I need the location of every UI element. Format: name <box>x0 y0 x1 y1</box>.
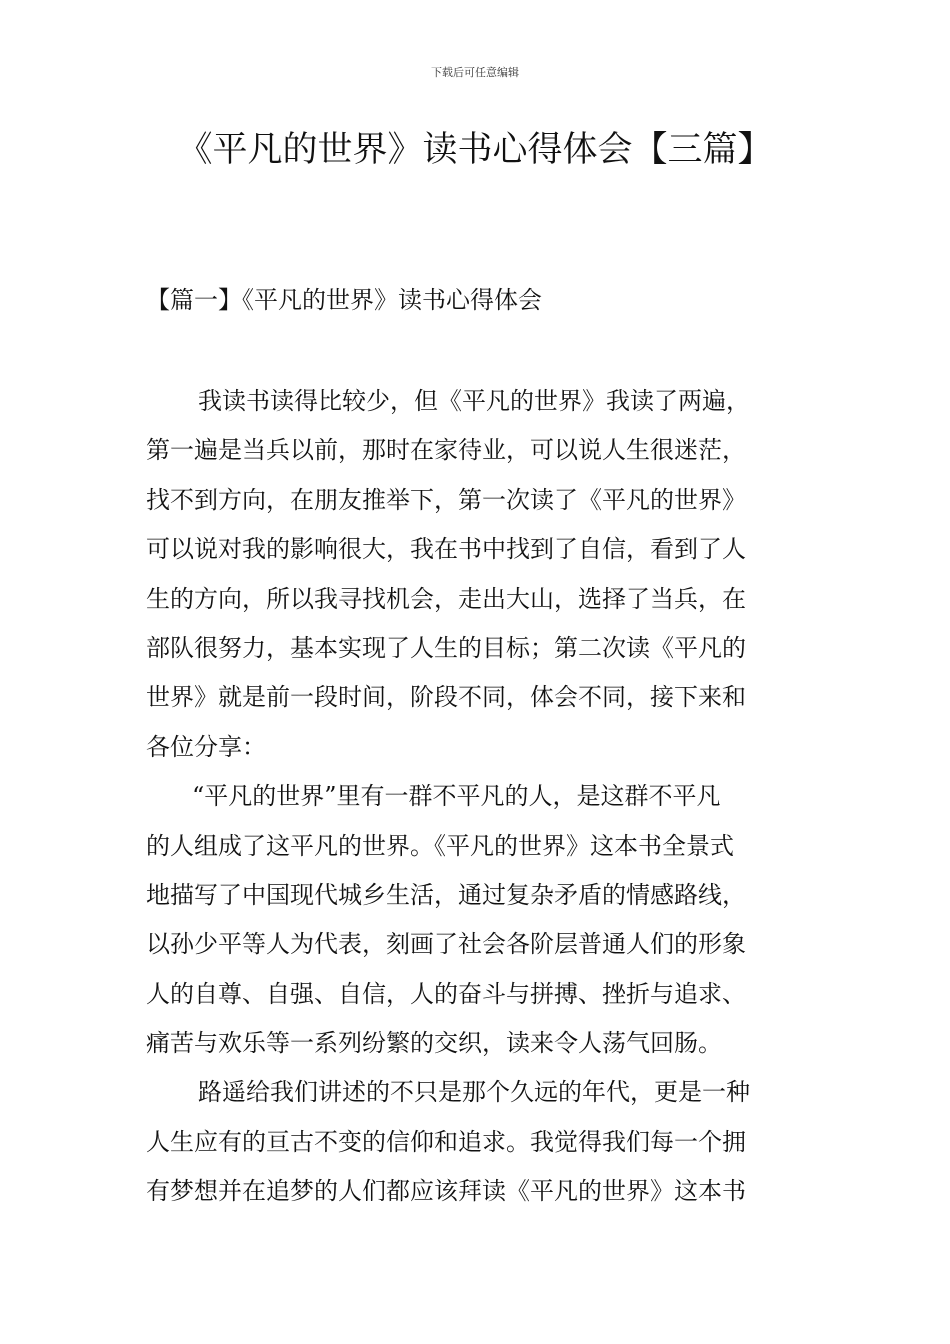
text-line: “平凡的世界”里有一群不平凡的人，是这群不平凡 <box>192 782 721 811</box>
text-line: 生的方向，所以我寻找机会，走出大山，选择了当兵，在 <box>146 584 746 613</box>
header-note: 下载后可任意编辑 <box>431 66 519 79</box>
text-line: 以孙少平等人为代表，刻画了社会各阶层普通人们的形象 <box>146 930 746 959</box>
text-line: 部队很努力，基本实现了人生的目标；第二次读《平凡的 <box>146 633 746 662</box>
document-title: 《平凡的世界》读书心得体会【三篇】 <box>177 130 773 170</box>
text-line: 可以说对我的影响很大，我在书中找到了自信，看到了人 <box>146 535 746 564</box>
text-line: 有梦想并在追梦的人们都应该拜读《平凡的世界》这本书 <box>146 1177 746 1206</box>
text-line: 路遥给我们讲述的不只是那个久远的年代，更是一种 <box>198 1078 750 1107</box>
text-line: 痛苦与欢乐等一系列纷繁的交织，读来令人荡气回肠。 <box>146 1029 722 1058</box>
body-text <box>146 377 806 1217</box>
text-line: 世界》就是前一段时间，阶段不同，体会不同，接下来和 <box>146 683 746 712</box>
text-line: 的人组成了这平凡的世界。《平凡的世界》这本书全景式 <box>146 831 734 860</box>
text-line: 人的自尊、自强、自信，人的奋斗与拼搏、挫折与追求、 <box>146 979 746 1008</box>
text-line: 我读书读得比较少，但《平凡的世界》我读了两遍， <box>198 387 750 415</box>
section-heading: 【篇一】《平凡的世界》读书心得体会 <box>146 286 542 314</box>
text-line: 人生应有的亘古不变的信仰和追求。我觉得我们每一个拥 <box>146 1127 746 1156</box>
text-line: 找不到方向，在朋友推举下，第一次读了《平凡的世界》 <box>146 485 746 514</box>
text-line: 各位分享： <box>146 732 266 761</box>
text-line: 地描写了中国现代城乡生活，通过复杂矛盾的情感路线， <box>146 880 746 909</box>
text-line: 第一遍是当兵以前，那时在家待业，可以说人生很迷茫， <box>146 436 746 465</box>
